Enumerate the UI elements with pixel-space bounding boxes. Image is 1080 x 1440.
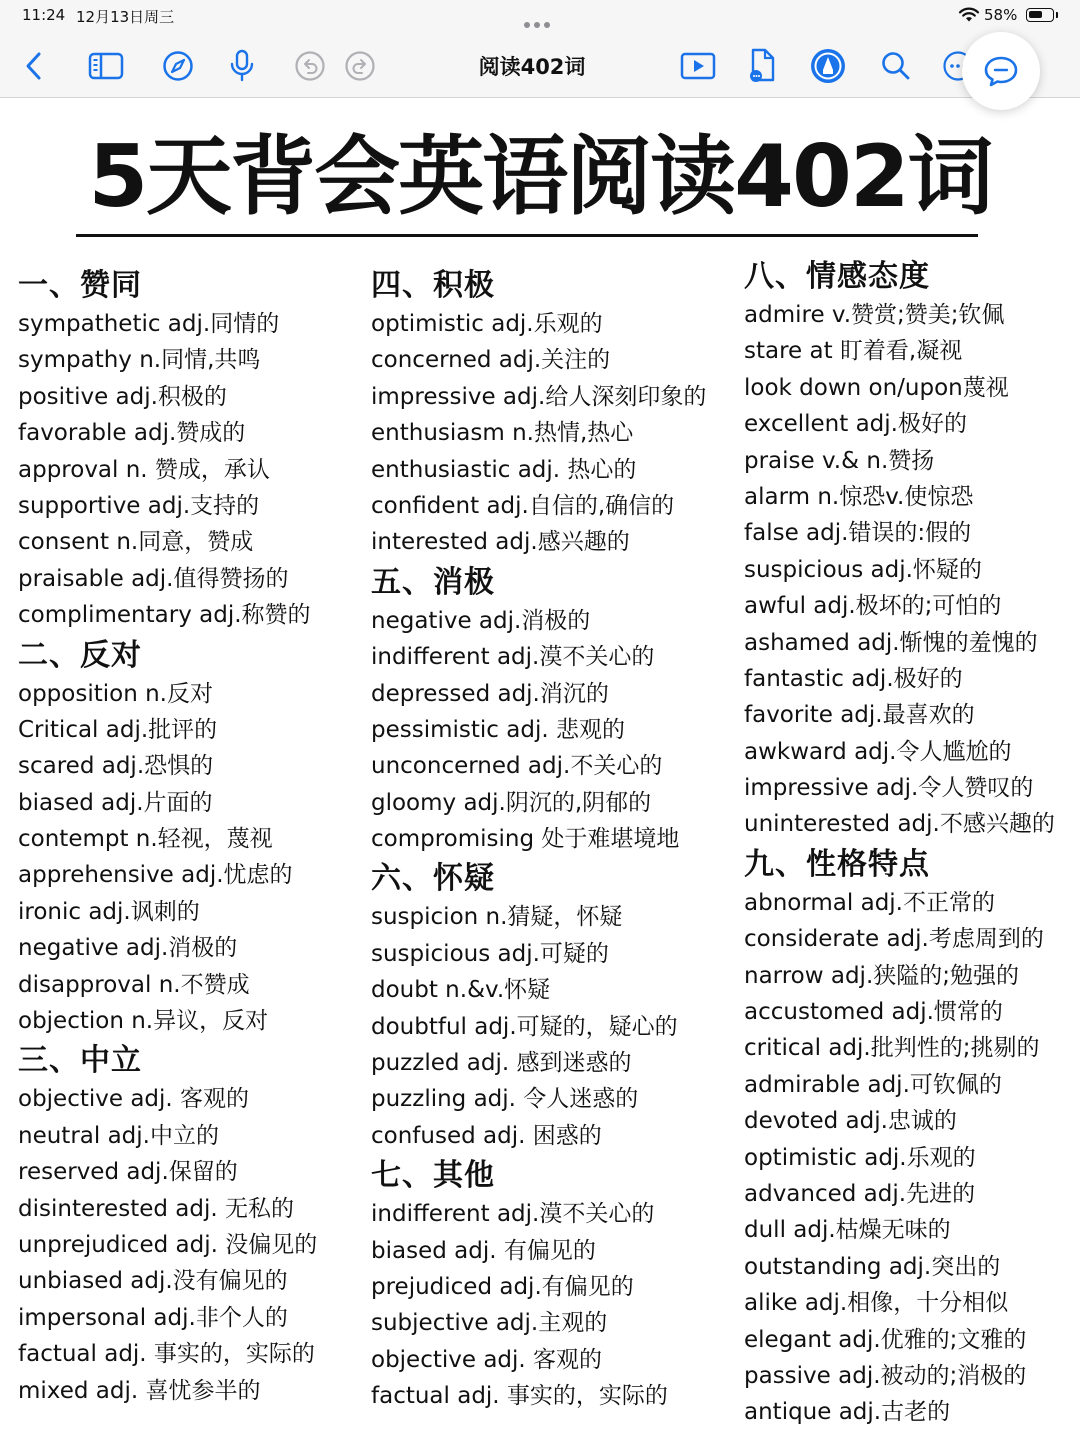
vocab-entry: look down on/upon蔑视 bbox=[744, 374, 1009, 401]
battery-percentage: 58% bbox=[984, 6, 1018, 24]
vocab-entry: unbiased adj.没有偏见的 bbox=[18, 1268, 288, 1295]
markup-pen-icon[interactable] bbox=[808, 46, 848, 86]
vocab-entry: concerned adj.关注的 bbox=[371, 347, 611, 374]
vocab-entry: elegant adj.优雅的;文雅的 bbox=[744, 1326, 1027, 1353]
vocab-entry: false adj.错误的:假的 bbox=[744, 520, 972, 547]
vocab-entry: impressive adj.令人赞叹的 bbox=[744, 775, 1034, 802]
vocab-entry: complimentary adj.称赞的 bbox=[18, 602, 311, 629]
page-title: 5天背会英语阅读402词 bbox=[88, 127, 992, 227]
vocab-entry: unprejudiced adj. 没偏见的 bbox=[18, 1231, 318, 1258]
vocab-entry: impersonal adj.非个人的 bbox=[18, 1304, 288, 1331]
vocab-entry: scared adj.恐惧的 bbox=[18, 753, 214, 780]
vocab-entry: sympathetic adj.同情的 bbox=[18, 311, 280, 337]
section-heading: 二、反对 bbox=[18, 637, 142, 673]
vocab-section bbox=[18, 1039, 388, 1409]
vocab-section bbox=[371, 561, 741, 858]
vocab-entry: doubtful adj.可疑的，疑心的 bbox=[371, 1013, 678, 1040]
vocab-entry: doubt n.&v.怀疑 bbox=[371, 977, 551, 1004]
vocab-section bbox=[744, 255, 1080, 843]
vocab-entry: devoted adj.忠诚的 bbox=[744, 1108, 957, 1135]
vocab-entry: puzzling adj. 令人迷惑的 bbox=[371, 1086, 639, 1113]
status-bar bbox=[0, 0, 1080, 34]
section-heading: 六、怀疑 bbox=[371, 861, 495, 897]
vocab-entry: neutral adj.中立的 bbox=[18, 1122, 219, 1149]
vocab-entry: favorite adj.最喜欢的 bbox=[744, 702, 975, 729]
vocab-entry: ironic adj.讽刺的 bbox=[18, 898, 200, 925]
vocab-entry: negative adj.消极的 bbox=[18, 935, 238, 962]
vocab-entry: favorable adj.赞成的 bbox=[18, 420, 246, 447]
vocab-entry: alike adj.相像，十分相似 bbox=[744, 1290, 1009, 1317]
vocab-section bbox=[18, 264, 388, 634]
word-column-3 bbox=[744, 255, 1080, 1431]
vocab-entry: praisable adj.值得赞扬的 bbox=[18, 565, 289, 592]
vocab-entry: disapproval n.不赞成 bbox=[18, 971, 250, 998]
search-icon[interactable] bbox=[876, 46, 916, 86]
vocab-entry: excellent adj.极好的 bbox=[744, 411, 967, 438]
section-heading: 九、性格特点 bbox=[744, 846, 930, 882]
vocab-entry: confused adj. 困惑的 bbox=[371, 1122, 602, 1149]
vocab-entry: enthusiasm n.热情,热心 bbox=[371, 420, 634, 447]
section-heading: 三、中立 bbox=[18, 1043, 142, 1079]
vocab-section bbox=[371, 857, 741, 1154]
battery-tip bbox=[1056, 12, 1058, 18]
vocab-entry: awful adj.极坏的;可怕的 bbox=[744, 593, 1002, 620]
vocab-entry: interested adj.感兴趣的 bbox=[371, 529, 630, 556]
vocab-entry: objective adj. 客观的 bbox=[371, 1346, 603, 1373]
vocab-entry: consent n.同意，赞成 bbox=[18, 529, 254, 556]
vocab-entry: indifferent adj.漠不关心的 bbox=[371, 1201, 655, 1228]
document-icon[interactable] bbox=[742, 46, 782, 86]
vocab-entry: optimistic adj.乐观的 bbox=[371, 311, 603, 337]
vocab-entry: outstanding adj.突出的 bbox=[744, 1253, 1001, 1280]
vocab-entry: praise v.& n.赞扬 bbox=[744, 447, 935, 474]
vocab-entry: admirable adj.可钦佩的 bbox=[744, 1071, 1002, 1098]
vocab-entry: awkward adj.令人尴尬的 bbox=[744, 738, 1012, 765]
vocab-entry: accustomed adj.惯常的 bbox=[744, 999, 1003, 1026]
status-time: 11:24 bbox=[22, 6, 66, 24]
vocab-entry: Critical adj.批评的 bbox=[18, 716, 218, 743]
vocab-entry: supportive adj.支持的 bbox=[18, 492, 260, 519]
vocab-entry: pessimistic adj. 悲观的 bbox=[371, 716, 625, 743]
vocab-entry: biased adj.片面的 bbox=[18, 789, 213, 816]
vocab-entry: uninterested adj.不感兴趣的 bbox=[744, 811, 1055, 838]
vocab-entry: optimistic adj.乐观的 bbox=[744, 1144, 976, 1171]
vocab-entry: positive adj.积极的 bbox=[18, 383, 227, 410]
vocab-entry: subjective adj.主观的 bbox=[371, 1310, 608, 1337]
vocab-entry: stare at 盯着看,凝视 bbox=[744, 338, 963, 365]
vocab-entry: suspicious adj.可疑的 bbox=[371, 940, 609, 967]
vocab-entry: abnormal adj.不正常的 bbox=[744, 889, 995, 916]
document-title: 阅读402词 bbox=[478, 55, 586, 79]
play-icon[interactable] bbox=[678, 46, 718, 86]
comment-bubble-icon[interactable] bbox=[962, 32, 1040, 110]
vocab-entry: disinterested adj. 无私的 bbox=[18, 1195, 294, 1222]
vocab-entry: reserved adj.保留的 bbox=[18, 1159, 238, 1186]
word-column-1 bbox=[18, 264, 388, 1409]
vocab-entry: suspicion n.猜疑，怀疑 bbox=[371, 904, 623, 931]
vocab-entry: considerate adj.考虑周到的 bbox=[744, 926, 1044, 953]
vocab-entry: narrow adj.狭隘的;勉强的 bbox=[744, 962, 1020, 989]
toolbar bbox=[0, 34, 1080, 98]
vocab-entry: mixed adj. 喜忧参半的 bbox=[18, 1377, 261, 1404]
vocab-entry: unconcerned adj.不关心的 bbox=[371, 753, 663, 780]
vocab-entry: sympathy n.同情,共鸣 bbox=[18, 347, 261, 374]
vocab-entry: enthusiastic adj. 热心的 bbox=[371, 456, 637, 483]
vocab-entry: objective adj. 客观的 bbox=[18, 1086, 250, 1113]
vocab-section bbox=[744, 843, 1080, 1431]
vocab-entry: fantastic adj.极好的 bbox=[744, 665, 963, 692]
vocab-entry: objection n.异议，反对 bbox=[18, 1008, 269, 1035]
vocab-entry: critical adj.批判性的;挑剔的 bbox=[744, 1035, 1040, 1062]
word-column-2 bbox=[371, 264, 741, 1415]
vocab-entry: alarm n.惊恐v.使惊恐 bbox=[744, 483, 974, 510]
multitasking-dots-icon[interactable] bbox=[524, 13, 556, 19]
section-heading: 八、情感态度 bbox=[744, 259, 930, 294]
vocab-entry: antique adj.古老的 bbox=[744, 1399, 951, 1426]
section-heading: 一、赞同 bbox=[18, 268, 142, 303]
vocab-entry: suspicious adj.怀疑的 bbox=[744, 556, 982, 583]
vocab-section bbox=[371, 1154, 741, 1414]
title-underline bbox=[76, 234, 978, 237]
vocab-entry: negative adj.消极的 bbox=[371, 607, 591, 634]
vocab-section bbox=[18, 634, 388, 1040]
vocab-entry: passive adj.被动的;消极的 bbox=[744, 1362, 1027, 1389]
vocab-entry: factual adj. 事实的，实际的 bbox=[18, 1341, 315, 1368]
battery-icon bbox=[1026, 8, 1054, 22]
vocab-entry: depressed adj.消沉的 bbox=[371, 680, 609, 707]
vocab-section bbox=[371, 264, 741, 561]
vocab-entry: contempt n.轻视，蔑视 bbox=[18, 826, 273, 853]
vocab-entry: admire v.赞赏;赞美;钦佩 bbox=[744, 302, 1005, 328]
vocab-entry: biased adj. 有偏见的 bbox=[371, 1237, 596, 1264]
vocab-entry: dull adj.枯燥无味的 bbox=[744, 1217, 951, 1244]
vocab-entry: indifferent adj.漠不关心的 bbox=[371, 644, 655, 671]
section-heading: 七、其他 bbox=[371, 1158, 495, 1194]
vocab-entry: opposition n.反对 bbox=[18, 680, 213, 707]
vocab-entry: compromising 处于难堪境地 bbox=[371, 826, 680, 853]
vocab-entry: impressive adj.给人深刻印象的 bbox=[371, 383, 707, 410]
vocab-entry: advanced adj.先进的 bbox=[744, 1180, 976, 1207]
vocab-entry: confident adj.自信的,确信的 bbox=[371, 492, 675, 519]
wifi-icon bbox=[958, 7, 980, 27]
vocab-entry: apprehensive adj.忧虑的 bbox=[18, 862, 293, 889]
section-heading: 四、积极 bbox=[371, 268, 495, 303]
vocab-entry: puzzled adj. 感到迷惑的 bbox=[371, 1050, 632, 1077]
vocab-entry: factual adj. 事实的，实际的 bbox=[371, 1383, 668, 1410]
vocab-entry: approval n. 赞成，承认 bbox=[18, 456, 270, 483]
vocab-entry: prejudiced adj.有偏见的 bbox=[371, 1273, 634, 1300]
vocab-entry: ashamed adj.惭愧的羞愧的 bbox=[744, 629, 1038, 656]
section-heading: 五、消极 bbox=[371, 564, 495, 600]
status-date: 12月13日周三 bbox=[76, 8, 175, 26]
vocab-entry: gloomy adj.阴沉的,阴郁的 bbox=[371, 789, 652, 816]
